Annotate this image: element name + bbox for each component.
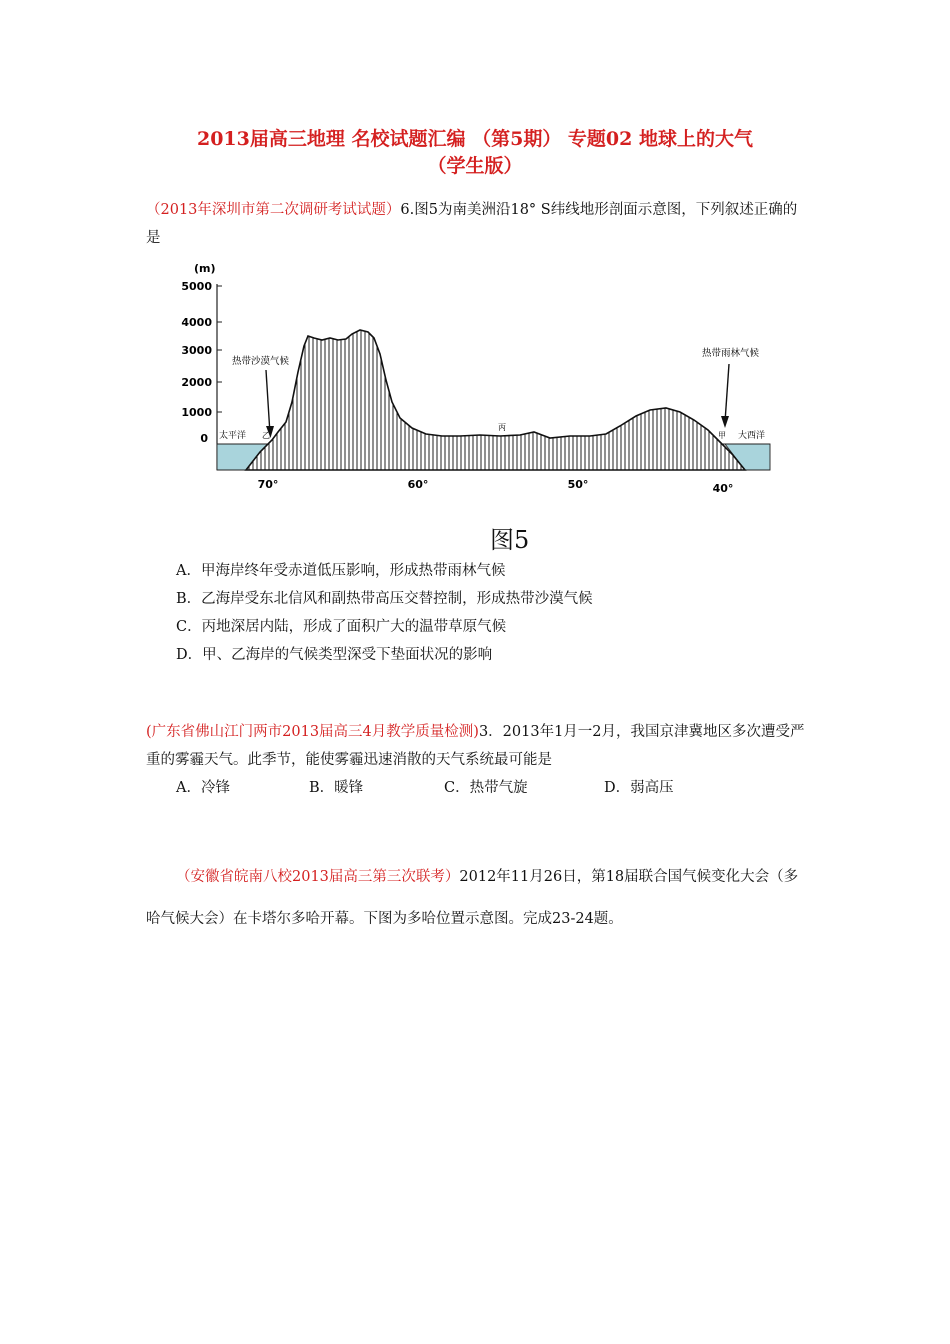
- desert-arrow: [266, 370, 270, 434]
- question-1-stem: [146, 196, 806, 252]
- document-title: [0, 126, 950, 180]
- rainforest-arrow: [725, 364, 729, 422]
- y-tick: 5000: [181, 280, 212, 293]
- question-1-option-d: D．甲、乙海岸的气候类型深受下垫面状况的影响: [176, 647, 493, 663]
- figure-caption: 图5: [490, 526, 530, 554]
- y-tick: 3000: [181, 344, 212, 357]
- y-tick: 4000: [181, 316, 212, 329]
- y-tick: 1000: [181, 406, 212, 419]
- x-tick: 50°: [567, 478, 589, 491]
- desert-climate-label: 热带沙漠气候: [232, 356, 290, 367]
- point-bing-label: 丙: [498, 423, 506, 432]
- question-3-stem: [146, 856, 806, 940]
- question-2-stem: [146, 718, 806, 774]
- question-2-option-d: D．弱高压: [604, 780, 674, 796]
- question-1-option-a: A．甲海岸终年受赤道低压影响，形成热带雨林气候: [176, 563, 506, 579]
- title-line-2: （学生版）: [427, 155, 523, 177]
- pacific-label: 太平洋: [219, 431, 247, 441]
- x-tick: 70°: [257, 478, 279, 491]
- question-1-option-b: B．乙海岸受东北信风和副热带高压交替控制，形成热带沙漠气候: [176, 591, 593, 607]
- question-3-source: （安徽省皖南八校2013届高三第三次联考）: [176, 869, 460, 885]
- x-tick: 40°: [712, 482, 734, 495]
- question-2-option-a: A．冷锋: [176, 780, 230, 796]
- question-2-option-c: C．热带气旋: [444, 780, 528, 796]
- question-1-option-c: C．丙地深居内陆，形成了面积广大的温带草原气候: [176, 619, 507, 635]
- question-1-text: 6.图5为南美洲沿18° S纬线地形剖面示意图，下列叙述正确的是: [146, 202, 798, 246]
- atlantic-label: 大西洋: [738, 431, 766, 441]
- point-jia-label: 甲: [718, 431, 726, 440]
- question-2-source: (广东省佛山江门两市2013届高三4月教学质量检测): [146, 724, 479, 740]
- question-2-option-b: B．暖锋: [309, 780, 364, 796]
- y-tick: 2000: [181, 376, 212, 389]
- y-ticks: [181, 280, 212, 445]
- question-3-text: 2012年11月26日，第18届联合国气候变化大会（多哈气候大会）在卡塔尔多哈开幕。下图为多哈位置示意图。完成23-24题。: [146, 869, 799, 927]
- title-line-1: 2013届高三地理 名校试题汇编 （第5期） 专题02 地球上的大气: [196, 128, 753, 150]
- terrain-profile-figure: [180, 262, 780, 502]
- rainforest-arrow-head: [721, 416, 729, 428]
- point-yi-label: 乙: [262, 431, 270, 440]
- y-tick: 0: [200, 432, 208, 445]
- x-tick: 60°: [407, 478, 429, 491]
- y-axis-unit: (m): [194, 262, 216, 275]
- question-1-source: （2013年深圳市第二次调研考试试题）: [146, 202, 401, 218]
- rainforest-climate-label: 热带雨林气候: [702, 348, 760, 359]
- x-ticks: [258, 478, 734, 495]
- terrain-profile: [246, 330, 745, 470]
- question-2-text: 3．2013年1月一2月，我国京津冀地区多次遭受严重的雾霾天气。此季节，能使雾霾迅速消散的天气系统最可能是: [146, 724, 805, 768]
